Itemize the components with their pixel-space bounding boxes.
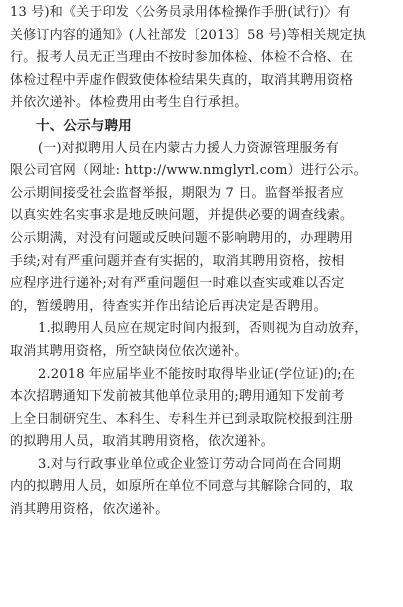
paragraph-first-line: 2.2018 年应届毕业不能按时取得毕业证(学位证)的;在 xyxy=(38,366,355,382)
body-line: 取消其聘用资格，所空缺岗位依次递补。 xyxy=(10,343,248,359)
body-line: 应程序进行递补;对有严重问题但一时难以查实或难以否定 xyxy=(10,276,345,292)
paragraph-first-line: 1.拟聘用人员应在规定时间内报到，否则视为自动放弃， xyxy=(38,321,368,337)
body-line: 13 号)和《关于印发〈公务员录用体检操作手册(试行)〉有 xyxy=(10,5,351,20)
body-line: 手续;对有严重问题并查有实据的，取消其聘用资格，按相 xyxy=(10,253,345,269)
body-line: 消其聘用资格，依次递补。 xyxy=(10,502,169,518)
body-line: 体检过程中弄虚作假致使体检结果失真的，取消其聘用资格 xyxy=(10,72,354,88)
paragraph-first-line: 3.对与行政事业单位或企业签订劳动合同尚在合同期 xyxy=(38,456,342,472)
body-line: 公示期间接受社会监督举报，期限为 7 日。监督举报者应 xyxy=(10,185,344,201)
body-line: 限公司官网（网址: http://www.nmglyrl.com）进行公示。 xyxy=(10,163,367,179)
paragraph-first-line: (一)对拟聘用人员在内蒙古力援人力资源管理服务有 xyxy=(38,140,339,156)
body-line: 以真实姓名实事求是地反映问题，并提供必要的调查线索。 xyxy=(10,208,354,224)
body-line: 的，暂缓聘用，待查实并作出结论后再决定是否聘用。 xyxy=(10,298,327,314)
body-line: 上全日制研究生、本科生、专科生并已到录取院校报到注册 xyxy=(10,411,354,427)
body-line: 的拟聘用人员，取消其聘用资格，依次递补。 xyxy=(10,434,275,450)
body-line: 并依次递补。体检费用由考生自行承担。 xyxy=(10,95,248,111)
body-line: 内的拟聘用人员，如原所在单位不同意与其解除合同的，取 xyxy=(10,479,354,495)
body-line: 关修订内容的通知》(人社部发〔2013〕58 号)等相关规定执 xyxy=(10,27,367,43)
body-line: 行。报考人员无正当理由不按时参加体检、体检不合格、在 xyxy=(10,50,354,66)
body-line: 公示期满，对没有问题或反映问题不影响聘用的，办理聘用 xyxy=(10,230,354,246)
section-heading: 十、公示与聘用 xyxy=(36,117,132,134)
body-line: 本次招聘通知下发前被其他单位录用的;聘用通知下发前考 xyxy=(10,389,345,405)
